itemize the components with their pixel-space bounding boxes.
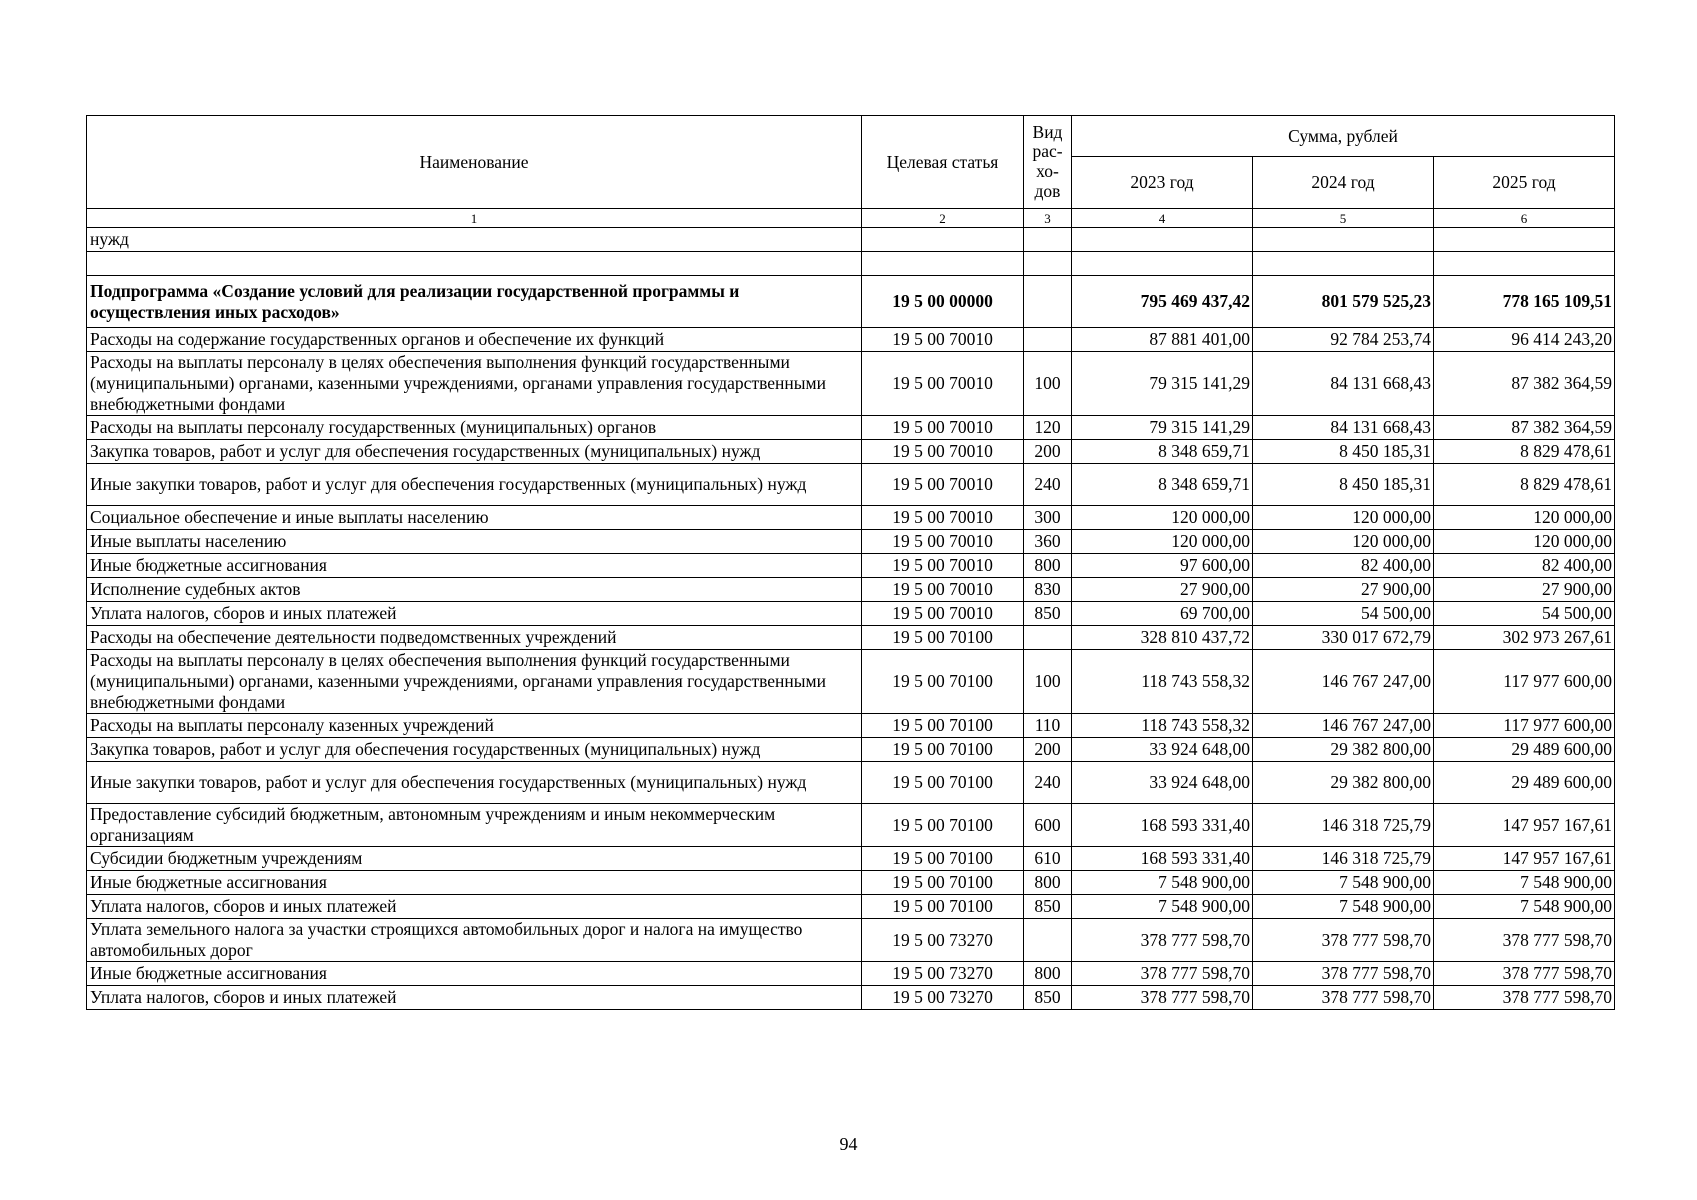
row-name: Субсидии бюджетным учреждениям xyxy=(87,847,862,871)
row-sum-2023: 8 348 659,71 xyxy=(1072,440,1253,464)
header-year-2024: 2024 год xyxy=(1253,157,1434,209)
column-number: 5 xyxy=(1253,209,1434,228)
table-row xyxy=(87,506,1615,530)
row-sum-2025: 120 000,00 xyxy=(1434,530,1615,554)
row-target-code: 19 5 00 70010 xyxy=(862,554,1024,578)
row-sum-2023 xyxy=(1072,228,1253,252)
row-target-code: 19 5 00 00000 xyxy=(862,276,1024,328)
row-sum-2024: 146 318 725,79 xyxy=(1253,804,1434,847)
row-expense-type: 800 xyxy=(1024,554,1072,578)
row-sum-2025: 96 414 243,20 xyxy=(1434,328,1615,352)
table-row xyxy=(87,871,1615,895)
row-sum-2025: 8 829 478,61 xyxy=(1434,440,1615,464)
row-sum-2024: 84 131 668,43 xyxy=(1253,352,1434,416)
row-expense-type: 850 xyxy=(1024,986,1072,1010)
row-target-code: 19 5 00 70100 xyxy=(862,762,1024,804)
row-sum-2024: 27 900,00 xyxy=(1253,578,1434,602)
budget-table xyxy=(86,115,1615,1010)
table-row xyxy=(87,602,1615,626)
row-sum-2025: 8 829 478,61 xyxy=(1434,464,1615,506)
row-sum-2024: 146 767 247,00 xyxy=(1253,650,1434,714)
row-expense-type: 830 xyxy=(1024,578,1072,602)
header-year-2023: 2023 год xyxy=(1072,157,1253,209)
table-row xyxy=(87,847,1615,871)
row-sum-2024: 84 131 668,43 xyxy=(1253,416,1434,440)
row-sum-2023: 118 743 558,32 xyxy=(1072,650,1253,714)
row-sum-2024: 378 777 598,70 xyxy=(1253,986,1434,1010)
row-sum-2025: 117 977 600,00 xyxy=(1434,714,1615,738)
row-sum-2025: 87 382 364,59 xyxy=(1434,416,1615,440)
row-target-code: 19 5 00 70100 xyxy=(862,804,1024,847)
row-name: нужд xyxy=(87,228,862,252)
row-target-code: 19 5 00 70100 xyxy=(862,626,1024,650)
row-sum-2023: 378 777 598,70 xyxy=(1072,962,1253,986)
row-target-code: 19 5 00 70010 xyxy=(862,602,1024,626)
row-name: Иные бюджетные ассигнования xyxy=(87,871,862,895)
row-name: Расходы на выплаты персоналу казенных учреждений xyxy=(87,714,862,738)
row-expense-type xyxy=(1024,626,1072,650)
header-type-line: дов xyxy=(1034,180,1061,201)
row-sum-2024: 378 777 598,70 xyxy=(1253,962,1434,986)
page-number: 94 xyxy=(839,1134,858,1154)
row-sum-2023: 118 743 558,32 xyxy=(1072,714,1253,738)
row-sum-2024: 146 318 725,79 xyxy=(1253,847,1434,871)
row-target-code: 19 5 00 70100 xyxy=(862,738,1024,762)
table-row xyxy=(87,276,1615,328)
table-row xyxy=(87,252,1615,276)
table-header xyxy=(87,116,1615,228)
row-sum-2025: 54 500,00 xyxy=(1434,602,1615,626)
row-sum-2023: 7 548 900,00 xyxy=(1072,871,1253,895)
table-row xyxy=(87,919,1615,962)
table-row xyxy=(87,804,1615,847)
row-name: Расходы на обеспечение деятельности подведомственных учреждений xyxy=(87,626,862,650)
row-target-code: 19 5 00 73270 xyxy=(862,919,1024,962)
header-name: Наименование xyxy=(87,116,862,209)
row-target-code: 19 5 00 70100 xyxy=(862,714,1024,738)
row-name: Подпрограмма «Создание условий для реализации государственной программы и осуществления иных расходов» xyxy=(87,276,862,328)
row-sum-2023: 97 600,00 xyxy=(1072,554,1253,578)
row-sum-2024: 82 400,00 xyxy=(1253,554,1434,578)
row-sum-2023: 33 924 648,00 xyxy=(1072,738,1253,762)
row-sum-2023: 33 924 648,00 xyxy=(1072,762,1253,804)
row-expense-type: 850 xyxy=(1024,602,1072,626)
row-sum-2025: 378 777 598,70 xyxy=(1434,919,1615,962)
row-target-code: 19 5 00 70100 xyxy=(862,847,1024,871)
row-sum-2023: 120 000,00 xyxy=(1072,530,1253,554)
row-sum-2023: 120 000,00 xyxy=(1072,506,1253,530)
row-name: Уплата налогов, сборов и иных платежей xyxy=(87,986,862,1010)
row-target-code: 19 5 00 70010 xyxy=(862,440,1024,464)
row-target-code: 19 5 00 73270 xyxy=(862,986,1024,1010)
row-name: Расходы на выплаты персоналу в целях обеспечения выполнения функций государственными (муниципальными) органами, казенными учреждениями, органами управления государственными внебюджетными фондами xyxy=(87,352,862,416)
row-sum-2023: 79 315 141,29 xyxy=(1072,352,1253,416)
row-sum-2023: 168 593 331,40 xyxy=(1072,847,1253,871)
column-number: 6 xyxy=(1434,209,1615,228)
row-name: Иные закупки товаров, работ и услуг для обеспечения государственных (муниципальных) нужд xyxy=(87,762,862,804)
row-expense-type: 240 xyxy=(1024,464,1072,506)
row-target-code: 19 5 00 70010 xyxy=(862,416,1024,440)
row-name: Иные выплаты населению xyxy=(87,530,862,554)
table-row xyxy=(87,578,1615,602)
header-target: Целевая статья xyxy=(862,116,1024,209)
row-sum-2023: 7 548 900,00 xyxy=(1072,895,1253,919)
row-sum-2025: 117 977 600,00 xyxy=(1434,650,1615,714)
row-target-code: 19 5 00 73270 xyxy=(862,962,1024,986)
table-row xyxy=(87,650,1615,714)
row-target-code: 19 5 00 70010 xyxy=(862,506,1024,530)
row-sum-2025: 7 548 900,00 xyxy=(1434,895,1615,919)
row-sum-2025: 147 957 167,61 xyxy=(1434,804,1615,847)
table-row xyxy=(87,440,1615,464)
column-number: 1 xyxy=(87,209,862,228)
row-sum-2025: 378 777 598,70 xyxy=(1434,962,1615,986)
row-name xyxy=(87,252,862,276)
row-target-code: 19 5 00 70100 xyxy=(862,650,1024,714)
row-expense-type: 800 xyxy=(1024,962,1072,986)
row-sum-2025: 87 382 364,59 xyxy=(1434,352,1615,416)
row-sum-2024 xyxy=(1253,252,1434,276)
row-expense-type: 360 xyxy=(1024,530,1072,554)
header-type-line: рас- xyxy=(1032,141,1063,162)
table-row xyxy=(87,554,1615,578)
row-name: Уплата земельного налога за участки строящихся автомобильных дорог и налога на имущество автомобильных дорог xyxy=(87,919,862,962)
row-sum-2024: 7 548 900,00 xyxy=(1253,871,1434,895)
table-row xyxy=(87,986,1615,1010)
row-sum-2024: 330 017 672,79 xyxy=(1253,626,1434,650)
row-name: Исполнение судебных актов xyxy=(87,578,862,602)
table-row xyxy=(87,762,1615,804)
row-expense-type: 100 xyxy=(1024,650,1072,714)
row-sum-2025: 29 489 600,00 xyxy=(1434,738,1615,762)
row-name: Расходы на выплаты персоналу государственных (муниципальных) органов xyxy=(87,416,862,440)
row-expense-type: 100 xyxy=(1024,352,1072,416)
row-expense-type: 300 xyxy=(1024,506,1072,530)
row-name: Социальное обеспечение и иные выплаты населению xyxy=(87,506,862,530)
row-sum-2023: 168 593 331,40 xyxy=(1072,804,1253,847)
row-sum-2025 xyxy=(1434,252,1615,276)
row-sum-2024: 8 450 185,31 xyxy=(1253,464,1434,506)
row-sum-2025: 120 000,00 xyxy=(1434,506,1615,530)
table-row xyxy=(87,626,1615,650)
column-number: 2 xyxy=(862,209,1024,228)
row-sum-2024: 7 548 900,00 xyxy=(1253,895,1434,919)
table-body xyxy=(87,228,1615,1010)
row-sum-2024: 120 000,00 xyxy=(1253,506,1434,530)
row-name: Закупка товаров, работ и услуг для обеспечения государственных (муниципальных) нужд xyxy=(87,440,862,464)
row-name: Уплата налогов, сборов и иных платежей xyxy=(87,895,862,919)
row-expense-type: 800 xyxy=(1024,871,1072,895)
row-expense-type: 240 xyxy=(1024,762,1072,804)
row-sum-2025 xyxy=(1434,228,1615,252)
row-sum-2025: 7 548 900,00 xyxy=(1434,871,1615,895)
row-sum-2023: 378 777 598,70 xyxy=(1072,986,1253,1010)
column-number: 3 xyxy=(1024,209,1072,228)
table-row xyxy=(87,328,1615,352)
row-sum-2024: 146 767 247,00 xyxy=(1253,714,1434,738)
row-target-code: 19 5 00 70010 xyxy=(862,464,1024,506)
row-sum-2024: 54 500,00 xyxy=(1253,602,1434,626)
row-expense-type: 610 xyxy=(1024,847,1072,871)
row-target-code: 19 5 00 70100 xyxy=(862,871,1024,895)
row-sum-2024: 29 382 800,00 xyxy=(1253,762,1434,804)
header-sum: Сумма, рублей xyxy=(1072,116,1615,157)
table-row xyxy=(87,416,1615,440)
row-sum-2024: 378 777 598,70 xyxy=(1253,919,1434,962)
row-target-code: 19 5 00 70010 xyxy=(862,328,1024,352)
row-sum-2025: 778 165 109,51 xyxy=(1434,276,1615,328)
row-target-code: 19 5 00 70010 xyxy=(862,578,1024,602)
row-expense-type xyxy=(1024,919,1072,962)
row-name: Иные закупки товаров, работ и услуг для обеспечения государственных (муниципальных) нужд xyxy=(87,464,862,506)
header-year-2025: 2025 год xyxy=(1434,157,1615,209)
row-expense-type: 200 xyxy=(1024,440,1072,464)
row-sum-2024: 801 579 525,23 xyxy=(1253,276,1434,328)
row-sum-2025: 29 489 600,00 xyxy=(1434,762,1615,804)
header-type-line: Вид xyxy=(1032,121,1063,142)
row-target-code xyxy=(862,252,1024,276)
row-sum-2023: 378 777 598,70 xyxy=(1072,919,1253,962)
table-row xyxy=(87,738,1615,762)
row-target-code: 19 5 00 70010 xyxy=(862,352,1024,416)
column-number: 4 xyxy=(1072,209,1253,228)
table-row xyxy=(87,228,1615,252)
row-name: Иные бюджетные ассигнования xyxy=(87,962,862,986)
table-row xyxy=(87,962,1615,986)
row-target-code: 19 5 00 70010 xyxy=(862,530,1024,554)
row-sum-2023 xyxy=(1072,252,1253,276)
row-sum-2024: 92 784 253,74 xyxy=(1253,328,1434,352)
row-target-code: 19 5 00 70100 xyxy=(862,895,1024,919)
row-target-code xyxy=(862,228,1024,252)
row-name: Предоставление субсидий бюджетным, автономным учреждениям и иным некоммерческим организациям xyxy=(87,804,862,847)
row-sum-2023: 795 469 437,42 xyxy=(1072,276,1253,328)
row-sum-2024: 120 000,00 xyxy=(1253,530,1434,554)
row-sum-2024 xyxy=(1253,228,1434,252)
row-sum-2025: 27 900,00 xyxy=(1434,578,1615,602)
row-sum-2025: 147 957 167,61 xyxy=(1434,847,1615,871)
row-name: Закупка товаров, работ и услуг для обеспечения государственных (муниципальных) нужд xyxy=(87,738,862,762)
row-sum-2023: 328 810 437,72 xyxy=(1072,626,1253,650)
row-sum-2025: 82 400,00 xyxy=(1434,554,1615,578)
row-sum-2025: 378 777 598,70 xyxy=(1434,986,1615,1010)
row-name: Иные бюджетные ассигнования xyxy=(87,554,862,578)
table-row xyxy=(87,895,1615,919)
row-name: Уплата налогов, сборов и иных платежей xyxy=(87,602,862,626)
row-sum-2023: 27 900,00 xyxy=(1072,578,1253,602)
table-row xyxy=(87,714,1615,738)
row-sum-2023: 8 348 659,71 xyxy=(1072,464,1253,506)
row-name: Расходы на выплаты персоналу в целях обеспечения выполнения функций государственными (муниципальными) органами, казенными учреждениями, органами управления государственными внебюджетными фондами xyxy=(87,650,862,714)
row-sum-2023: 79 315 141,29 xyxy=(1072,416,1253,440)
row-expense-type xyxy=(1024,228,1072,252)
row-expense-type: 850 xyxy=(1024,895,1072,919)
row-sum-2025: 302 973 267,61 xyxy=(1434,626,1615,650)
header-type-line: хо- xyxy=(1036,161,1059,181)
row-sum-2024: 8 450 185,31 xyxy=(1253,440,1434,464)
row-sum-2023: 69 700,00 xyxy=(1072,602,1253,626)
table-row xyxy=(87,464,1615,506)
row-sum-2023: 87 881 401,00 xyxy=(1072,328,1253,352)
table-row xyxy=(87,352,1615,416)
column-numbers-row xyxy=(87,209,1615,228)
row-expense-type xyxy=(1024,276,1072,328)
row-expense-type: 120 xyxy=(1024,416,1072,440)
row-name: Расходы на содержание государственных органов и обеспечение их функций xyxy=(87,328,862,352)
table-row xyxy=(87,530,1615,554)
row-expense-type xyxy=(1024,252,1072,276)
row-expense-type: 110 xyxy=(1024,714,1072,738)
row-expense-type: 200 xyxy=(1024,738,1072,762)
row-sum-2024: 29 382 800,00 xyxy=(1253,738,1434,762)
header-type xyxy=(1024,116,1072,209)
row-expense-type xyxy=(1024,328,1072,352)
row-expense-type: 600 xyxy=(1024,804,1072,847)
